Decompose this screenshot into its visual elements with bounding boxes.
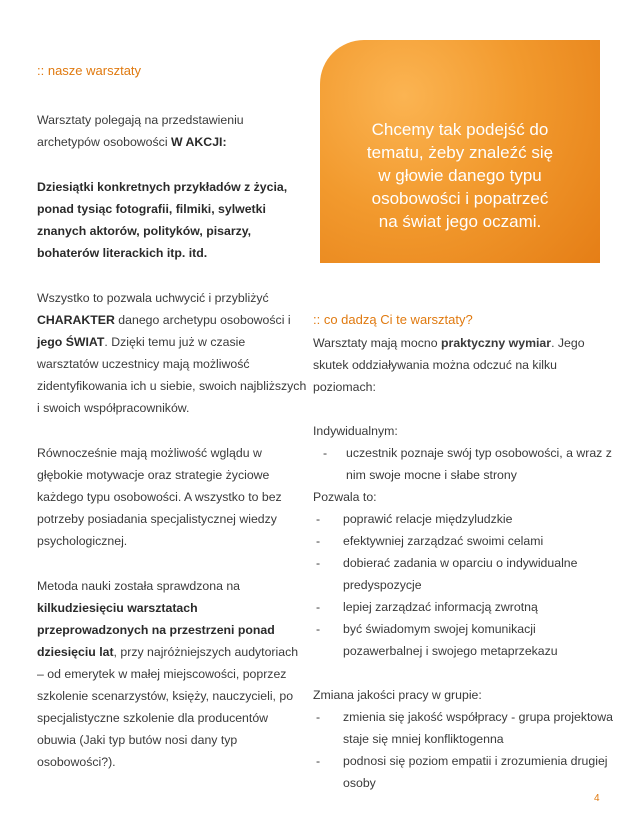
list-item: - dobierać zadania w oparciu o indywidualne predyspozycje [313,552,613,596]
list-item: - poprawić relacje międzyludzkie [313,508,613,530]
paragraph-character [37,287,307,419]
paragraph-text: Metoda nauki została sprawdzona na [37,579,241,593]
callout-line: tematu, żeby znaleźć się [366,143,554,162]
list-item: - lepiej zarządzać informacją zwrotną [313,596,613,618]
allows-label: Pozwala to: [313,490,377,504]
individual-label: Indywidualnym: [313,424,398,438]
paragraph-text: . Jego skutek oddziaływania można odczuć na kilku poziomach: [313,336,585,394]
list-item: - efektywniej zarządzać swoimi celami [313,530,613,552]
list-item: - zmienia się jakość współpracy - grupa projektowa staje się mniej konfliktogenna [313,706,613,750]
group-list [313,706,613,794]
right-column [313,309,613,794]
callout-line: osobowości i popatrzeć [371,189,549,208]
paragraph-text: . Dzięki temu już w czasie warsztatów uczestnicy mają możliwość zidentyfikowania ich u siebie, swoich najbliższych i swoich współpracowników. [37,335,307,415]
individual-list [313,442,613,486]
callout-line: na świat jego oczami. [378,212,542,231]
paragraph-text: Warsztaty mają mocno [313,336,442,350]
page-number: 4 [594,793,600,804]
section-title-benefits: :: co dadzą Ci te warsztaty? [313,312,473,327]
list-item: - podnosi się poziom empatii i zrozumienia drugiej osoby [313,750,613,794]
left-column [37,60,307,796]
quote-callout [320,40,600,263]
benefits-intro [313,332,613,398]
list-item: - uczestnik poznaje swój typ osobowości, a wraz z nim swoje mocne i słabe strony [313,442,613,486]
callout-line: w głowie danego typu [378,166,542,185]
paragraph-text: Warsztaty polegają na przedstawieniu archetypów osobowości [37,113,244,149]
callout-line: Chcemy tak podejść do [371,120,549,139]
paragraph-bold: CHARAKTER [37,313,115,327]
list-item: - być świadomym swojej komunikacji pozawerbalnej i swojego metaprzekazu [313,618,613,662]
group-label: Zmiana jakości pracy w grupie: [313,688,482,702]
paragraph-examples [37,176,307,264]
paragraph-bold: Dziesiątki konkretnych przykładów z życia, ponad tysiąc fotografii, filmiki, sylwetki znanych aktorów, polityków, pisarzy, bohaterów literackich itp. itd. [37,180,288,260]
paragraph-text: danego archetypu osobowości i [114,313,291,327]
paragraph-text: Wszystko to pozwala uchwycić i przybliżyć [37,291,269,305]
paragraph-bold: W AKCJI: [170,135,227,149]
allows-list [313,508,613,662]
paragraph-text: , przy najróżniejszych audytoriach – od emerytek w małej miejscowości, poprzez szkolenie scenarzystów, księży, nauczycieli, po specjalistyczne szkolenie dla producentów obuwia (Jaki typ butów nosi dany typ osobowości?). [37,645,299,769]
paragraph-bold: jego ŚWIAT [37,335,105,349]
paragraph-intro [37,109,307,153]
paragraph-bold: kilkudziesięciu warsztatach przeprowadzonych na przestrzeni ponad dziesięciu lat [37,601,275,659]
paragraph-method [37,575,307,773]
paragraph-motivations: Równocześnie mają możliwość wglądu w głębokie motywacje oraz strategie życiowe każdego typu osobowości. A wszystko to bez potrzeby posiadania specjalistycznej wiedzy psychologicznej. [37,446,282,548]
paragraph-bold: praktyczny wymiar [441,336,552,350]
section-title-workshops: :: nasze warsztaty [37,63,142,78]
